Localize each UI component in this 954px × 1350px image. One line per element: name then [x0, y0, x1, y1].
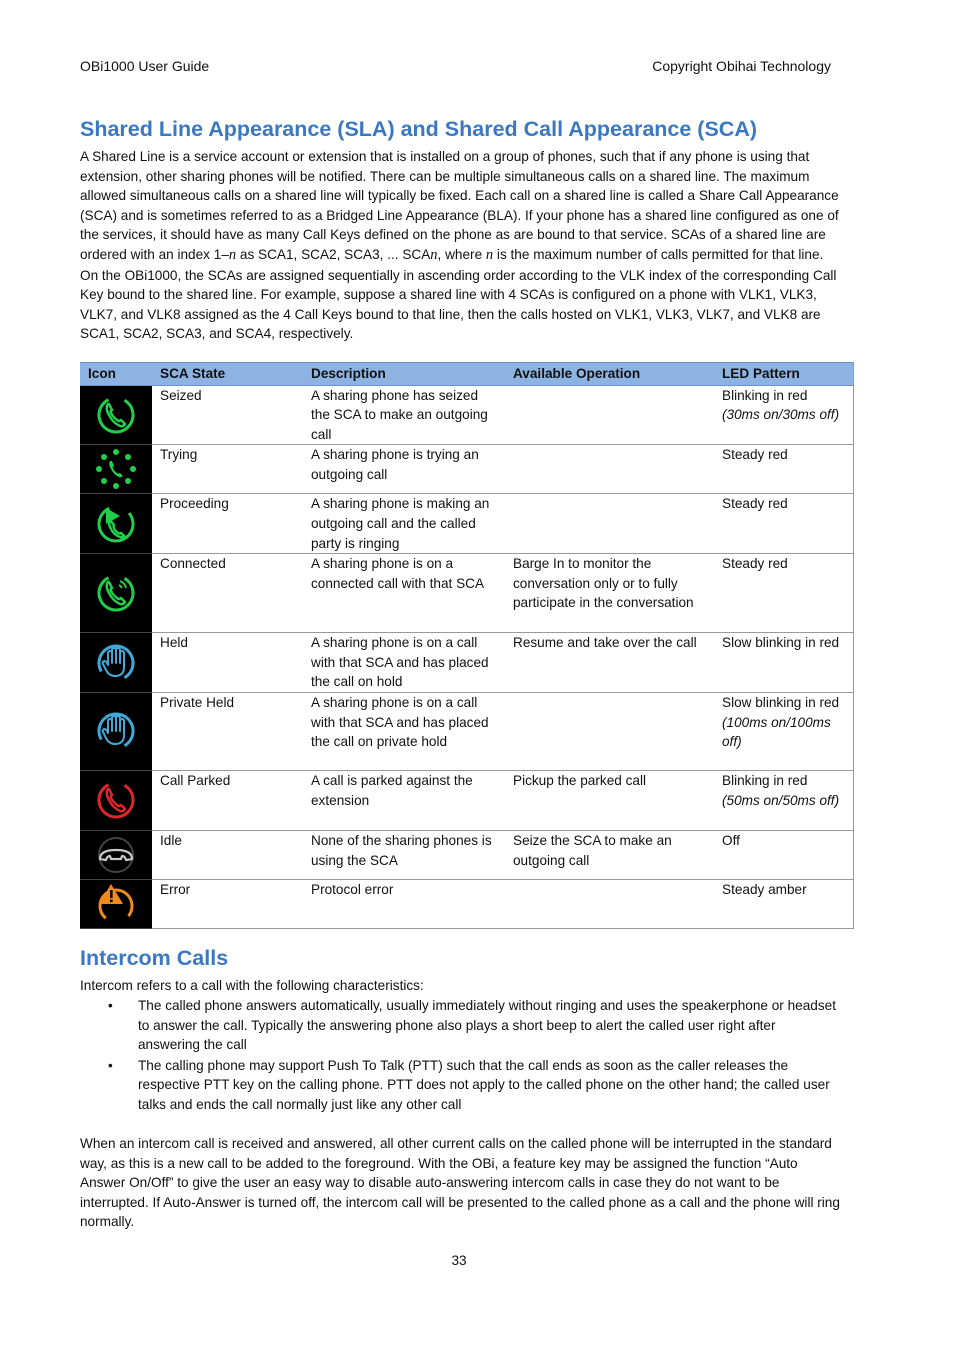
- sca-operation: [505, 494, 714, 554]
- sca-operation: Seize the SCA to make an outgoing call: [505, 830, 714, 879]
- sca-state: Error: [152, 879, 303, 928]
- phone-idle-icon: [80, 830, 152, 879]
- section-title-intercom: Intercom Calls: [80, 946, 229, 970]
- phone-trying-icon: [80, 445, 152, 494]
- sca-description: A sharing phone is on a call with that SCA and has placed the call on private hold: [303, 692, 505, 770]
- phone-connected-icon: [80, 554, 152, 633]
- sca-led-pattern: Blinking in red (30ms on/30ms off): [714, 385, 853, 445]
- header-doc-title: OBi1000 User Guide: [80, 58, 210, 74]
- list-item: • The called phone answers automatically, usually immediately without ringing and uses the speakerphone or headset to answer the call. Typically the answering phone also plays a short beep to alert the called user right after answering the call: [108, 998, 836, 1053]
- warning-error-icon: [80, 879, 152, 928]
- col-header-led: LED Pattern: [714, 363, 853, 386]
- list-item: • The calling phone may support Push To Talk (PTT) such that the call ends as soon as the caller releases the respective PTT key on the calling phone. PTT does not apply to the called phone on the other hand; the called user talks and ends the call normally just like any other call: [108, 1057, 830, 1112]
- col-header-description: Description: [303, 363, 505, 386]
- sca-operation: Pickup the parked call: [505, 770, 714, 830]
- table-header-row: [80, 363, 853, 386]
- col-header-state: SCA State: [152, 363, 303, 386]
- phone-proceeding-icon: [80, 494, 152, 554]
- sca-state: Held: [152, 633, 303, 693]
- sca-state: Private Held: [152, 692, 303, 770]
- sca-state: Call Parked: [152, 770, 303, 830]
- sca-led-pattern: Slow blinking in red (100ms on/100ms off): [714, 692, 853, 770]
- sca-state: Idle: [152, 830, 303, 879]
- sca-operation: Resume and take over the call: [505, 633, 714, 693]
- sca-description: A sharing phone has seized the SCA to make an outgoing call: [303, 385, 505, 445]
- sca-description: A call is parked against the extension: [303, 770, 505, 830]
- sca-led-pattern: Steady red: [714, 494, 853, 554]
- table-row: [80, 554, 853, 633]
- phone-seized-icon: [80, 385, 152, 445]
- col-header-operation: Available Operation: [505, 363, 714, 386]
- sca-operation: Barge In to monitor the conversation only or to fully participate in the conversation: [505, 554, 714, 633]
- header-copyright: Copyright Obihai Technology: [652, 58, 831, 74]
- col-header-icon: Icon: [80, 363, 152, 386]
- sca-led-pattern: Steady red: [714, 445, 853, 494]
- sca-description: A sharing phone is making an outgoing call and the called party is ringing: [303, 494, 505, 554]
- sca-led-pattern: Steady amber: [714, 879, 853, 928]
- sca-description: A sharing phone is on a connected call with that SCA: [303, 554, 505, 633]
- sca-state-table: [80, 362, 854, 929]
- sla-intro-paragraph: A Shared Line is a service account or extension that is installed on a group of phones, such that if any phone is using that extension, other sharing phones will be notified. There can be multiple simultaneous calls on a shared line. The maximum allowed simultaneous calls on a shared line will typically be fixed. Each call on a shared line is called a Share Call Appearance (SCA) and is sometimes referred to as a Bridged Line Appearance (BLA). If your phone has a shared line configured as one of the services, it should have as many Call Keys defined on the phone as are bound to that service. SCAs of a shared line are ordered with an index 1–n as SCA1, SCA2, SCA3, ... SCAn, where n is the maximum number of calls permitted for that line. On the OBi1000, the SCAs are assigned sequentially in ascending order according to the VLK index of the corresponding Call Key bound to the shared line. For example, suppose a shared line with 4 SCAs is configured on a phone with VLK1, VLK3, VLK7, and VLK8 assigned as the 4 Call Keys bound to that line, then the calls hosted on VLK1, VLK3, VLK7, and VLK8 are SCA1, SCA2, SCA3, and SCA4, respectively.: [80, 149, 839, 342]
- table-row: [80, 633, 853, 693]
- table-row: [80, 445, 853, 494]
- sca-description: A sharing phone is on a call with that SCA and has placed the call on hold: [303, 633, 505, 693]
- sca-state: Seized: [152, 385, 303, 445]
- sca-description: Protocol error: [303, 879, 505, 928]
- sca-led-pattern: Slow blinking in red: [714, 633, 853, 693]
- sca-state: Trying: [152, 445, 303, 494]
- sca-state: Connected: [152, 554, 303, 633]
- page-header: [80, 58, 831, 74]
- sca-operation: [505, 385, 714, 445]
- sca-state: Proceeding: [152, 494, 303, 554]
- table-row: [80, 692, 853, 770]
- sca-description: None of the sharing phones is using the SCA: [303, 830, 505, 879]
- hand-private-held-icon: [80, 692, 152, 770]
- intercom-paragraph: When an intercom call is received and answered, all other current calls on the called phone will be interrupted in the standard way, as this is a new call to be added to the foreground. With the OBi, a feature key may be assigned the function “Auto Answer On/Off” to give the user an easy way to disable auto-answering intercom calls in case they do not want to be interrupted. If Auto-Answer is turned off, the intercom call will be presented to the called phone as a call and the phone will ring normally.: [80, 1136, 840, 1230]
- sca-description: A sharing phone is trying an outgoing call: [303, 445, 505, 494]
- table-row: [80, 879, 853, 928]
- intercom-characteristics-list: [80, 996, 840, 1115]
- sca-operation: [505, 692, 714, 770]
- table-row: [80, 770, 853, 830]
- intercom-intro: Intercom refers to a call with the following characteristics:: [80, 978, 424, 993]
- sca-operation: [505, 445, 714, 494]
- section-title-sla-sca: Shared Line Appearance (SLA) and Shared Call Appearance (SCA): [80, 117, 758, 141]
- table-row: [80, 830, 853, 879]
- table-row: [80, 494, 853, 554]
- page-number: 33: [451, 1253, 467, 1268]
- sca-led-pattern: Blinking in red (50ms on/50ms off): [714, 770, 853, 830]
- sca-led-pattern: Steady red: [714, 554, 853, 633]
- hand-held-icon: [80, 633, 152, 693]
- sca-operation: [505, 879, 714, 928]
- sca-led-pattern: Off: [714, 830, 853, 879]
- phone-parked-icon: [80, 770, 152, 830]
- table-row: [80, 385, 853, 445]
